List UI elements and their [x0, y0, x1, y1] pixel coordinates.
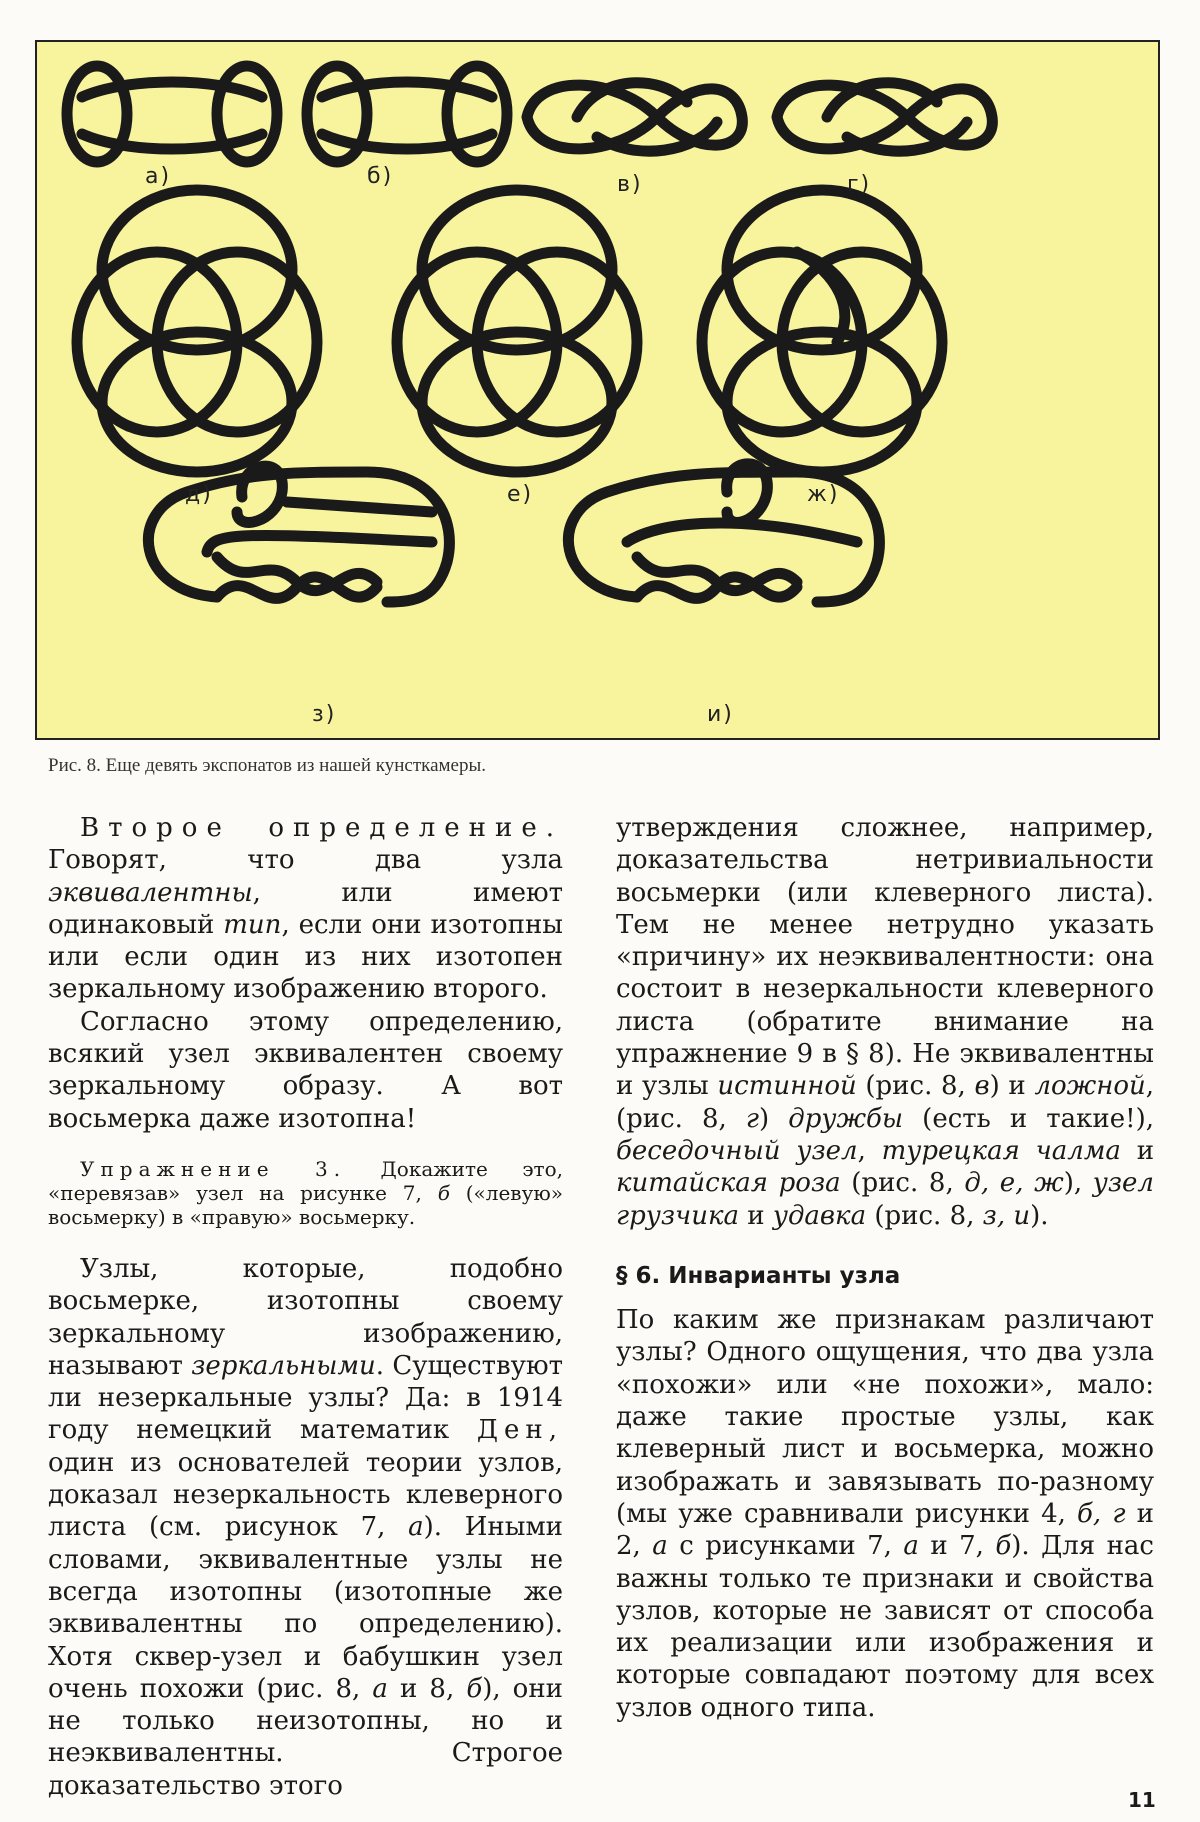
- label-i: и): [707, 702, 734, 727]
- left-column: [48, 812, 563, 1802]
- label-d: д): [185, 482, 213, 507]
- label-g: г): [847, 172, 872, 197]
- mirror-paragraph: Согласно этому определению, всякий узел эквивалентен своему зеркальному образу. А вот восьмерка даже изотопна!: [48, 1006, 563, 1134]
- knot-g-false-lovers: [777, 83, 992, 151]
- knot-a-square-knot: [67, 66, 277, 162]
- label-e: е): [507, 482, 534, 507]
- section-heading: § 6. Инварианты узла: [616, 1262, 901, 1289]
- exercise-3: Упражнение 3. Докажите это, «перевязав» узел на рисунке 7, б («левую» восьмерку) в «правую» восьмерку.: [48, 1156, 563, 1229]
- knot-v-true-lovers: [527, 83, 742, 151]
- figure-8: [35, 40, 1160, 740]
- right-column: [616, 812, 1154, 1724]
- knot-zh-chinese-rose: [702, 190, 942, 472]
- knot-drawings: [37, 42, 1158, 738]
- definition-title: Второе определение.: [80, 813, 563, 843]
- label-b: б): [367, 164, 394, 189]
- knot-b-granny-knot: [307, 66, 507, 162]
- label-v: в): [617, 172, 643, 197]
- invariants-paragraph: По каким же признакам различают узлы? Одного ощущения, что два узла «похожи» или «не похожи», мало: даже такие простые узлы, как клеверный лист и восьмерка, можно изображать и завязывать по-разному (мы уже сравнивали рисунки 4, б, г и 2, а с рисунками 7, а и 7, б). Для нас важны только те признаки и свойства узлов, которые не зависят от способа их реализации или изображения и которые совпадают поэтому для всех узлов одного типа.: [616, 1305, 1154, 1723]
- knot-d-bowline: [77, 190, 317, 472]
- amphichiral-paragraph: Узлы, которые, подобно восьмерке, изотопны своему зеркальному изображению, называют зеркальными. Существуют ли незеркальные узлы? Да: в 1914 году немецкий математик Ден, один из основателей теории узлов, доказал незеркальность клеверного листа (см. рисунок 7, а). Иными словами, эквивалентные узлы не всегда изотопны (изотопные же эквивалентны по определению). Хотя сквер-узел и бабушкин узел очень похожи (рис. 8, а и 8, б), они не только неизотопны, но и неэквивалентны. Строгое доказательство этого: [48, 1253, 564, 1801]
- label-zh: ж): [807, 482, 840, 507]
- figure-caption: Рис. 8. Еще девять экспонатов из нашей кунсткамеры.: [48, 755, 486, 776]
- definition-paragraph: Второе определение. Говорят, что два узла эквивалентны, или имеют одинаковый тип, если они изотопны или если один из них изотопен зеркальному изображению второго.: [48, 813, 564, 1005]
- label-a: а): [145, 164, 172, 189]
- continuation-paragraph: утверждения сложнее, например, доказательства нетривиальности восьмерки (или клеверного листа). Тем не менее нетрудно указать «причину» их неэквивалентности: она состоит в незеркальности клеверного листа (обратите внимание на упражнение 9 в § 8). Не эквивалентны и узлы истинной (рис. 8, в) и ложной, (рис. 8, г) дружбы (есть и такие!), беседочный узел, турецкая чалма и китайская роза (рис. 8, д, е, ж), узел грузчика и удавка (рис. 8, з, и).: [616, 813, 1155, 1231]
- label-z: з): [312, 702, 337, 727]
- knot-e-turks-head: [397, 190, 637, 472]
- page-number: 11: [1128, 1788, 1156, 1812]
